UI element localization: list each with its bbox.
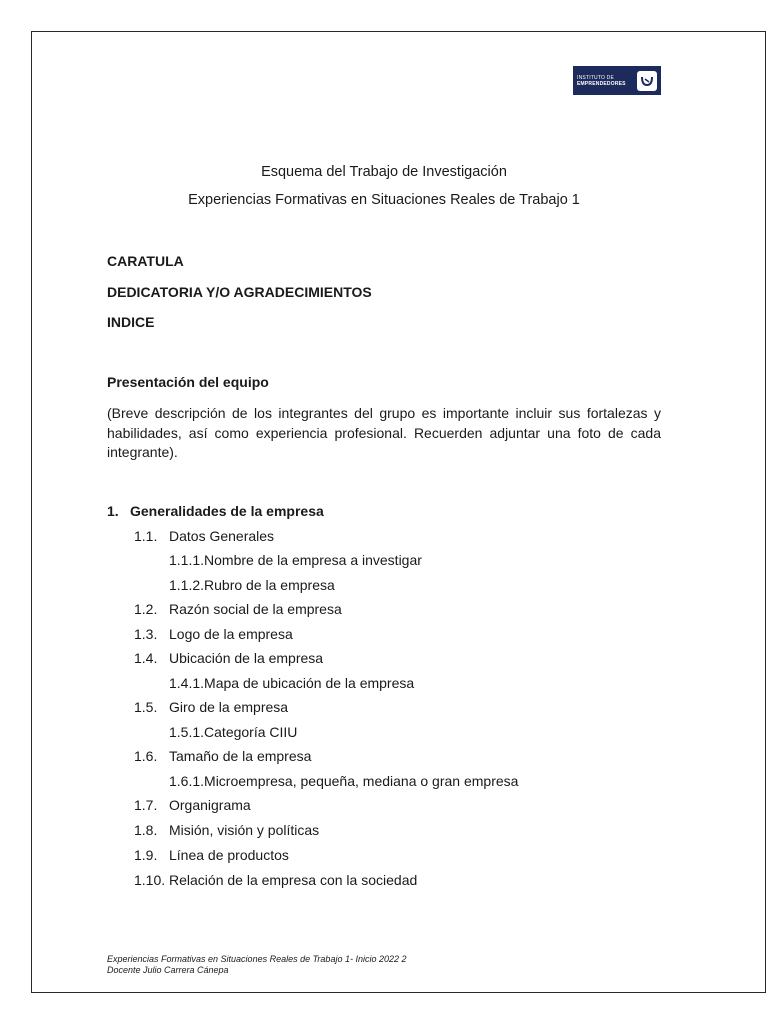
toc-number: 1.5. <box>134 699 158 715</box>
presentacion-paragraph: (Breve descripción de los integrantes del grupo es importante incluir sus fortalezas y habilidades, así como experiencia profesional. Recuerden adjuntar una foto de cada integrante). <box>107 405 661 460</box>
toc-item-1-1 <box>134 528 274 544</box>
toc-label: Giro de la empresa <box>169 699 289 715</box>
toc-number: 1.6. <box>134 748 158 764</box>
toc-label: Línea de productos <box>169 847 289 863</box>
document-subtitle: Experiencias Formativas en Situaciones Reales de Trabajo 1 <box>188 192 580 208</box>
toc-label: Mapa de ubicación de la empresa <box>204 675 415 691</box>
toc-item-1-6 <box>134 748 311 764</box>
heading-presentacion: Presentación del equipo <box>107 374 269 390</box>
page-footer <box>107 954 407 976</box>
toc-label: Misión, visión y políticas <box>169 822 320 838</box>
toc-number: 1.6.1. <box>169 773 205 789</box>
toc-item-1-2 <box>134 601 342 617</box>
usil-logo-icon <box>637 71 657 91</box>
heading-caratula: CARATULA <box>107 253 184 269</box>
toc-number: 1.1.2. <box>169 577 205 593</box>
toc-item-1-1-2 <box>169 577 335 593</box>
toc-label: Rubro de la empresa <box>204 577 335 593</box>
toc-number: 1.7. <box>134 797 158 813</box>
document-title: Esquema del Trabajo de Investigación <box>261 164 507 180</box>
toc-item-1-10 <box>134 872 417 888</box>
toc-number: 1.4. <box>134 650 158 666</box>
toc-number: 1.4.1. <box>169 675 205 691</box>
toc-number: 1.8. <box>134 822 158 838</box>
toc-item-1-1-1 <box>169 552 422 568</box>
heading-indice: INDICE <box>107 314 155 330</box>
toc-label: Tamaño de la empresa <box>169 748 312 764</box>
toc-item-1-9 <box>134 847 289 863</box>
toc-label: Organigrama <box>169 797 251 813</box>
toc-label: Datos Generales <box>169 528 275 544</box>
section-title: Generalidades de la empresa <box>130 503 324 519</box>
toc-number: 1.5.1. <box>169 724 205 740</box>
toc-item-1-5-1 <box>169 724 297 740</box>
footer-line2: Docente Julio Carrera Cánepa <box>107 965 229 975</box>
section-number: 1. <box>107 503 119 519</box>
toc-item-1-3 <box>134 626 293 642</box>
toc-label: Razón social de la empresa <box>169 601 342 617</box>
toc-label: Ubicación de la empresa <box>169 650 324 666</box>
toc-item-1-4-1 <box>169 675 414 691</box>
toc-number: 1.1. <box>134 528 158 544</box>
toc-item-1-4 <box>134 650 323 666</box>
toc-number: 1.1.1. <box>169 552 205 568</box>
toc-number: 1.2. <box>134 601 158 617</box>
toc-label: Relación de la empresa con la sociedad <box>169 872 418 888</box>
institute-logo <box>573 66 661 95</box>
toc-item-1-5 <box>134 699 288 715</box>
toc-number: 1.3. <box>134 626 158 642</box>
heading-dedicatoria: DEDICATORIA Y/O AGRADECIMIENTOS <box>107 284 372 300</box>
toc-item-1-7 <box>134 797 251 813</box>
toc-item-1-6-1 <box>169 773 518 789</box>
section-1-heading <box>107 503 324 519</box>
toc-number: 1.10. <box>134 872 166 888</box>
toc-item-1-8 <box>134 822 319 838</box>
logo-line2: EMPRENDEDORES <box>577 80 626 87</box>
toc-label: Logo de la empresa <box>169 626 293 642</box>
footer-line1: Experiencias Formativas en Situaciones Reales de Trabajo 1- Inicio 2022 2 <box>107 954 407 964</box>
toc-label: Categoría CIIU <box>204 724 298 740</box>
toc-label: Nombre de la empresa a investigar <box>204 552 422 568</box>
toc-label: Microempresa, pequeña, mediana o gran empresa <box>204 773 519 789</box>
toc-number: 1.9. <box>134 847 158 863</box>
logo-line1: INSTITUTO DE <box>577 74 615 81</box>
